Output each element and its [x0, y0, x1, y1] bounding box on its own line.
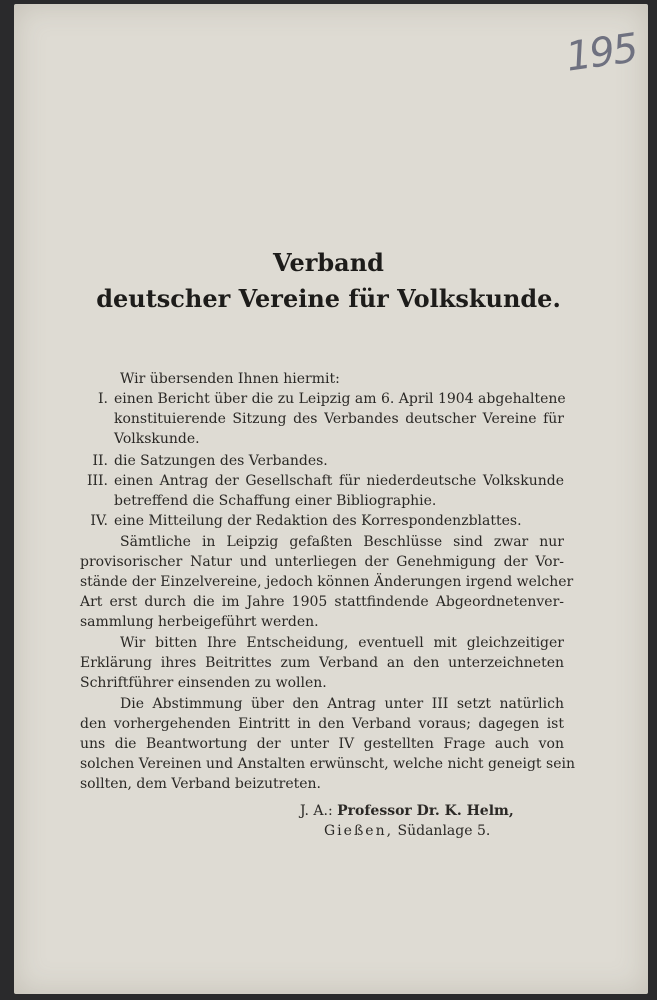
paragraph-line: provisorischer Natur und unterliegen der Genehmigung der Vor- [80, 554, 564, 570]
address-line [324, 821, 490, 841]
paragraph-line: sammlung herbeigeführt werden. [80, 614, 319, 630]
item-number: IV. [90, 513, 108, 529]
paragraph-line: Sämtliche in Leipzig gefaßten Beschlüsse sind zwar nur [120, 534, 564, 550]
title-line-2: deutscher Vereine für Volkskunde. [96, 284, 561, 313]
paragraph-line: Erklärung ihres Beitrittes zum Verband an den unterzeichneten [80, 655, 564, 671]
item-line: betreffend die Schaffung einer Bibliographie. [114, 493, 437, 509]
item-number: II. [92, 453, 108, 469]
item-line: einen Antrag der Gesellschaft für niederdeutsche Volkskunde [114, 473, 564, 489]
item-number: III. [86, 473, 108, 489]
paragraph-line: Art erst durch die im Jahre 1905 stattfindende Abgeordnetenver- [80, 594, 564, 610]
paragraph-line: den vorhergehenden Eintritt in den Verband voraus; dagegen ist [80, 716, 564, 732]
paragraph-line: Wir bitten Ihre Entscheidung, eventuell mit gleichzeitiger [120, 635, 564, 651]
paragraph-line: sollten, dem Verband beizutreten. [80, 776, 322, 792]
item-line: eine Mitteilung der Redaktion des Korrespondenzblattes. [114, 513, 522, 529]
item-number: I. [98, 391, 108, 407]
item-line: die Satzungen des Verbandes. [114, 453, 328, 469]
paragraph-line: uns die Beantwortung der unter IV gestellten Frage auch von [80, 736, 564, 752]
paragraph-line: stände der Einzelvereine, jedoch können Änderungen irgend welcher [80, 574, 574, 590]
item-line: Volkskunde. [114, 431, 200, 447]
paragraph-line: solchen Vereinen und Anstalten erwünscht, welche nicht geneigt sein [80, 756, 575, 772]
intro-line: Wir übersenden Ihnen hiermit: [120, 371, 340, 387]
item-line: einen Bericht über die zu Leipzig am 6. April 1904 abgehaltene [114, 391, 566, 407]
archive-number-mark: 195 [563, 25, 640, 81]
paragraph-line: Die Abstimmung über den Antrag unter III setzt natürlich [120, 696, 564, 712]
title-line-1: Verband [273, 248, 384, 277]
paragraph-line: Schriftführer einsenden zu wollen. [80, 675, 327, 691]
item-line: konstituierende Sitzung des Verbandes deutscher Vereine für [114, 411, 564, 427]
signature-address: Südanlage 5. [397, 823, 491, 839]
signature-prefix: J. A.: [300, 803, 333, 819]
signature-line [300, 801, 514, 821]
signature-name: Professor Dr. K. Helm, [337, 803, 514, 819]
signature-city: Gießen, [324, 823, 394, 839]
